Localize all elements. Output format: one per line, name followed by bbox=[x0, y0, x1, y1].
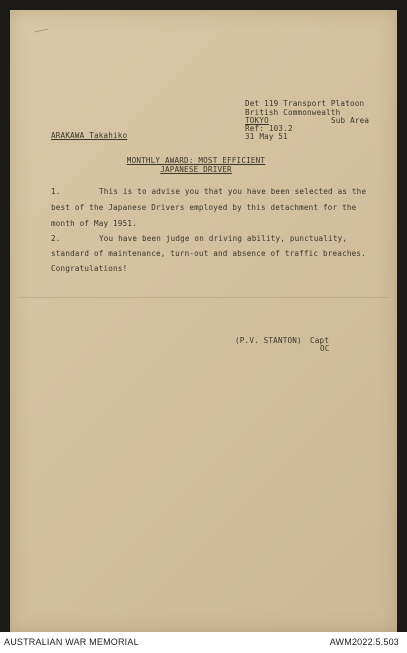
footer-institution: AUSTRALIAN WAR MEMORIAL bbox=[4, 637, 139, 647]
subject-line-2: JAPANESE DRIVER bbox=[160, 165, 232, 174]
paragraph-2-line-2: standard of maintenance, turn-out and absence of traffic breaches. bbox=[51, 249, 366, 258]
paragraph-1-line-1: This is to advise you that you have been selected as the bbox=[99, 187, 367, 196]
letterhead-unit: Det 119 Transport Platoon bbox=[245, 99, 365, 108]
letterhead-location: TOKYO bbox=[245, 116, 269, 125]
document-page bbox=[10, 10, 397, 632]
letterhead-reference: Ref: 103.2 bbox=[245, 124, 293, 133]
letterhead-subarea: Sub Area bbox=[331, 116, 370, 125]
paragraph-2-number: 2. bbox=[51, 234, 61, 243]
paragraph-1-number: 1. bbox=[51, 187, 61, 196]
signature-appointment: OC bbox=[320, 344, 330, 353]
letterhead-date: 31 May 51 bbox=[245, 132, 288, 141]
recipient-name: ARAKAWA Takahiko bbox=[51, 131, 128, 140]
paragraph-2-line-1: You have been judge on driving ability, punctuality, bbox=[99, 234, 348, 243]
footer-accession-number: AWM2022.5.503 bbox=[329, 637, 399, 647]
signature-rank: Capt bbox=[310, 336, 330, 345]
paragraph-2-line-3: Congratulations! bbox=[51, 264, 128, 273]
paragraph-1-line-3: month of May 1951. bbox=[51, 219, 137, 228]
archive-footer bbox=[0, 632, 407, 653]
letterhead-command: British Commonwealth bbox=[245, 108, 341, 117]
subject-line-1: MONTHLY AWARD: MOST EFFICIENT bbox=[126, 156, 266, 165]
signature-name: (P.V. STANTON) bbox=[235, 336, 302, 345]
paper-crease bbox=[18, 297, 389, 298]
paper-fold-mark bbox=[34, 29, 50, 41]
paragraph-1-line-2: best of the Japanese Drivers employed by this detachment for the bbox=[51, 203, 357, 212]
